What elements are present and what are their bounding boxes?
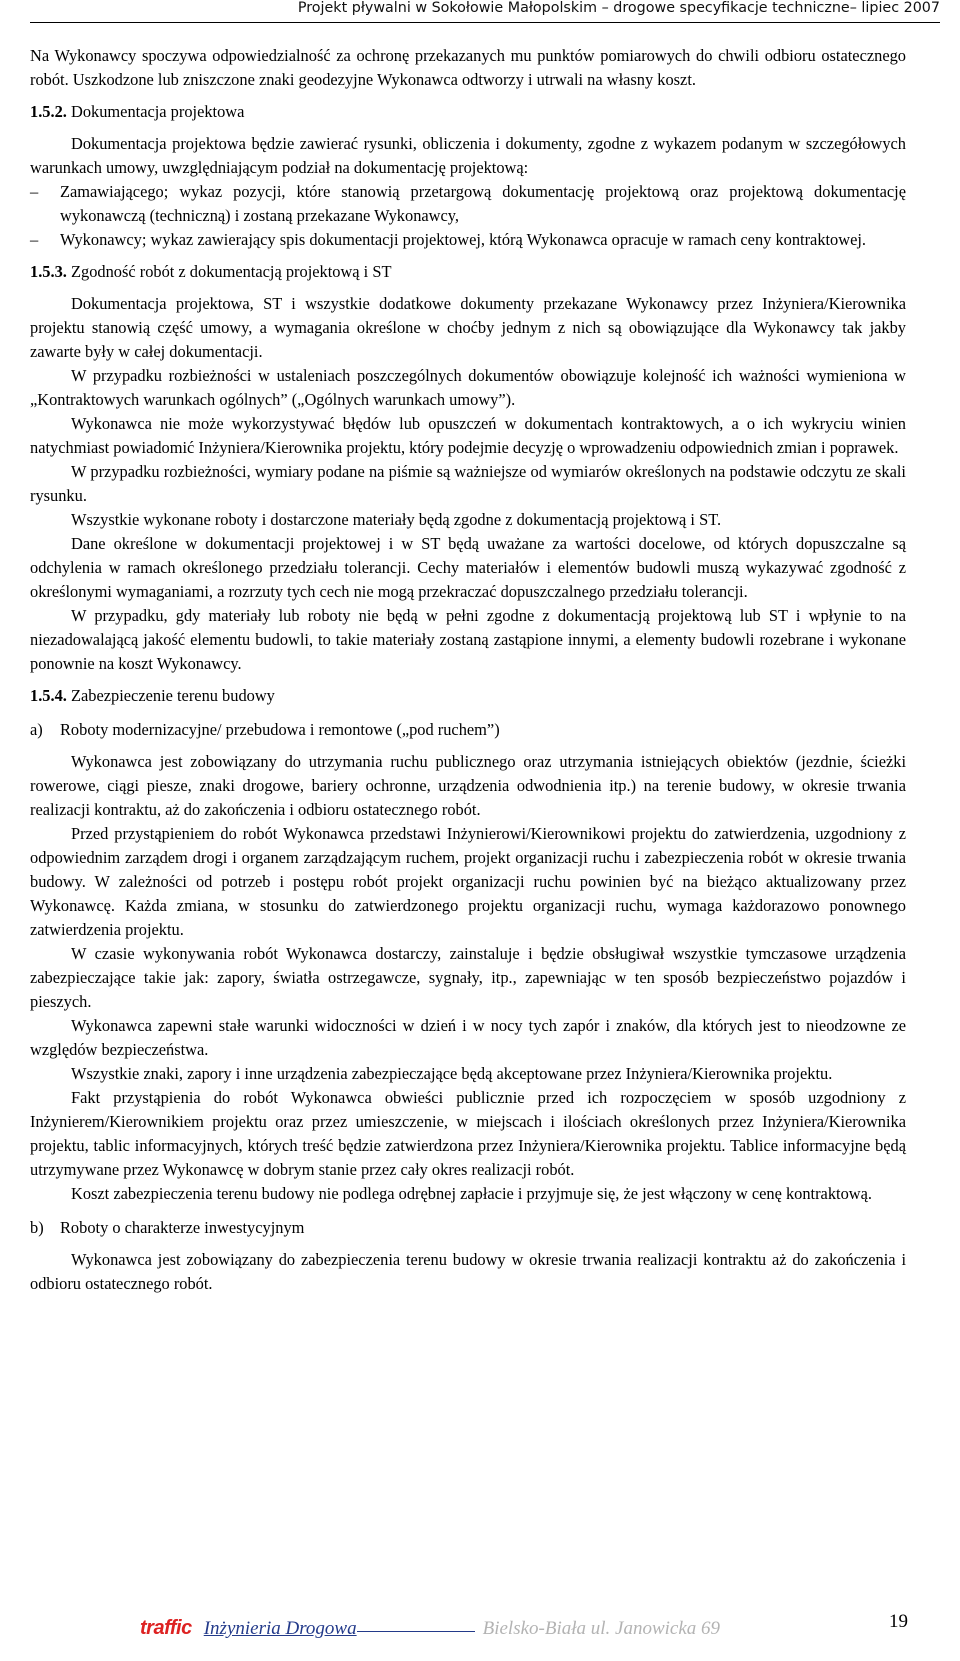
- paragraph: Wykonawca zapewni stałe warunki widoczności w dzień i w nocy tych zapór i znaków, dla których jest to nieodzowne ze względów bezpieczeństwa.: [30, 1016, 906, 1059]
- footer-underline: [357, 1631, 475, 1632]
- paragraph: Wszystkie wykonane roboty i dostarczone materiały będą zgodne z dokumentacją projektową i ST.: [71, 510, 722, 529]
- paragraph: Przed przystąpieniem do robót Wykonawca przedstawi Inżynierowi/Kierownikowi projektu do zatwierdzenia, uzgodniony z odpowiednim zarządem drogi i organem zarządzającym ruchem, projekt organizacji ruchu i zabezpieczenia robót w okresie trwania budowy. W zależności od potrzeb i postępu robót projekt organizacji ruchu powinien być na bieżąco aktualizowany przez Wykonawcę. Każda zmiana, w stosunku do zatwierdzonego projektu organizacji ruchu, wymaga każdorazowo ponownego zatwierdzenia projektu.: [30, 824, 906, 939]
- paragraph: W przypadku rozbieżności w ustaleniach poszczególnych dokumentów obowiązuje kolejność ich ważności wymieniona w „Kontraktowych warunkach ogólnych” („Ogólnych warunkach umowy”).: [30, 366, 906, 409]
- section-heading-1-5-4: [30, 684, 906, 708]
- list-item: [30, 228, 906, 252]
- header-rule: [30, 22, 940, 23]
- paragraph: Wykonawca nie może wykorzystywać błędów lub opuszczeń w dokumentach kontraktowych, a o ich wykryciu winien natychmiast powiadomić Inżyniera/Kierownika projektu, który podejmie decyzję o wprowadzeniu odpowiednich zmian i poprawek.: [30, 414, 906, 457]
- paragraph: Fakt przystąpienia do robót Wykonawca obwieści publicznie przed ich rozpoczęciem w sposób uzgodniony z Inżynierem/Kierownikiem projektu oraz przez umieszczenie, w miejscach i ilościach określonych przez Inżyniera/Kierownika projektu, tablic informacyjnych, których treść będzie zatwierdzona przez Inżyniera/Kierownika projektu. Tablice informacyjne będą utrzymywane przez Wykonawcę w dobrym stanie przez cały okres realizacji robót.: [30, 1088, 906, 1179]
- subsection-title: Roboty modernizacyjne/ przebudowa i remontowe („pod ruchem”): [60, 720, 500, 739]
- section-number: 1.5.4.: [30, 686, 67, 705]
- list-item-text: Wykonawcy; wykaz zawierający spis dokumentacji projektowej, którą Wykonawca opracuje w ramach ceny kontraktowej.: [60, 230, 867, 249]
- page-footer: [140, 1617, 720, 1651]
- document-body: [30, 44, 906, 1296]
- paragraph-intro: Na Wykonawcy spoczywa odpowiedzialność za ochronę przekazanych mu punktów pomiarowych do chwili odbioru ostatecznego robót. Uszkodzone lub zniszczone znaki geodezyjne Wykonawca odtworzy i utrwali na własny koszt.: [30, 46, 906, 89]
- paragraph: W czasie wykonywania robót Wykonawca dostarczy, zainstaluje i będzie obsługiwał wszystkie tymczasowe urządzenia zabezpieczające takie jak: zapory, światła ostrzegawcze, sygnały, itp., zapewniając w ten sposób bezpieczeństwo pojazdów i pieszych.: [30, 944, 906, 1011]
- section-heading-1-5-2: [30, 100, 906, 124]
- paragraph: Wykonawca jest zobowiązany do utrzymania ruchu publicznego oraz utrzymania istniejących obiektów (jezdnie, ścieżki rowerowe, ciągi piesze, znaki drogowe, bariery ochronne, urządzenia odwodnienia itp.) na terenie budowy, w okresie trwania realizacji kontraktu, aż do zakończenia i odbioru ostatecznego robót.: [30, 752, 906, 819]
- paragraph: Koszt zabezpieczenia terenu budowy nie podlega odrębnej zapłacie i przyjmuje się, że jest włączony w cenę kontraktową.: [71, 1184, 872, 1203]
- company-name: Inżynieria Drogowa: [203, 1618, 357, 1639]
- section-title: Zabezpieczenie terenu budowy: [71, 686, 275, 705]
- paragraph: Wszystkie znaki, zapory i inne urządzenia zabezpieczające będą akceptowane przez Inżyniera/Kierownika projektu.: [71, 1064, 833, 1083]
- section-number: 1.5.2.: [30, 102, 67, 121]
- dash-bullet: –: [30, 230, 39, 249]
- company-logo: traffic: [140, 1617, 192, 1639]
- running-header: Projekt pływalni w Sokołowie Małopolskim – drogowe specyfikacje techniczne– lipiec 2007: [297, 0, 940, 16]
- section-number: 1.5.3.: [30, 262, 67, 281]
- paragraph: Dokumentacja projektowa będzie zawierać rysunki, obliczenia i dokumenty, zgodne z wykazem podanym w szczegółowych warunkach umowy, uwzględniającym podział na dokumentację projektową:: [30, 134, 906, 177]
- paragraph: Wykonawca jest zobowiązany do zabezpieczenia terenu budowy w okresie trwania realizacji kontraktu aż do zakończenia i odbioru ostatecznego robót.: [30, 1250, 906, 1293]
- page-number: 19: [889, 1611, 908, 1632]
- subsection-title: Roboty o charakterze inwestycyjnym: [60, 1218, 305, 1237]
- subsection-marker: b): [30, 1218, 44, 1237]
- company-address: Bielsko-Biała ul. Janowicka 69: [482, 1618, 721, 1639]
- subsection-marker: a): [30, 720, 43, 739]
- paragraph: Dokumentacja projektowa, ST i wszystkie dodatkowe dokumenty przekazane Wykonawcy przez Inżyniera/Kierownika projektu stanowią część umowy, a wymagania określone w choćby jednym z nich są obowiązujące dla Wykonawcy tak jakby zawarte były w całej dokumentacji.: [30, 294, 906, 361]
- dash-bullet: –: [30, 182, 39, 201]
- section-title: Zgodność robót z dokumentacją projektową i ST: [71, 262, 392, 281]
- paragraph: Dane określone w dokumentacji projektowej i w ST będą uważane za wartości docelowe, od których dopuszczalne są odchylenia w ramach określonego przedziału tolerancji. Cechy materiałów i elementów budowli muszą wykazywać zgodność z określonymi wymaganiami, a rozrzuty tych cech nie mogą przekraczać dopuszczalnego przedziału tolerancji.: [30, 534, 906, 601]
- section-heading-1-5-3: [30, 260, 906, 284]
- list-item: [30, 180, 906, 228]
- section-title: Dokumentacja projektowa: [71, 102, 245, 121]
- list-item-text: Zamawiającego; wykaz pozycji, które stanowią przetargową dokumentację projektową oraz projektową dokumentację wykonawczą (techniczną) i zostaną przekazane Wykonawcy,: [60, 182, 906, 225]
- subsection-b: [30, 1216, 906, 1240]
- paragraph: W przypadku, gdy materiały lub roboty nie będą w pełni zgodne z dokumentacją projektową lub ST i wpłynie to na niezadowalającą jakość elementu budowli, to takie materiały zostaną zastąpione innymi, a elementy budowli rozebrane i wykonane ponownie na koszt Wykonawcy.: [30, 606, 906, 673]
- subsection-a: [30, 718, 906, 742]
- paragraph: W przypadku rozbieżności, wymiary podane na piśmie są ważniejsze od wymiarów określonych na podstawie odczytu ze skali rysunku.: [30, 462, 906, 505]
